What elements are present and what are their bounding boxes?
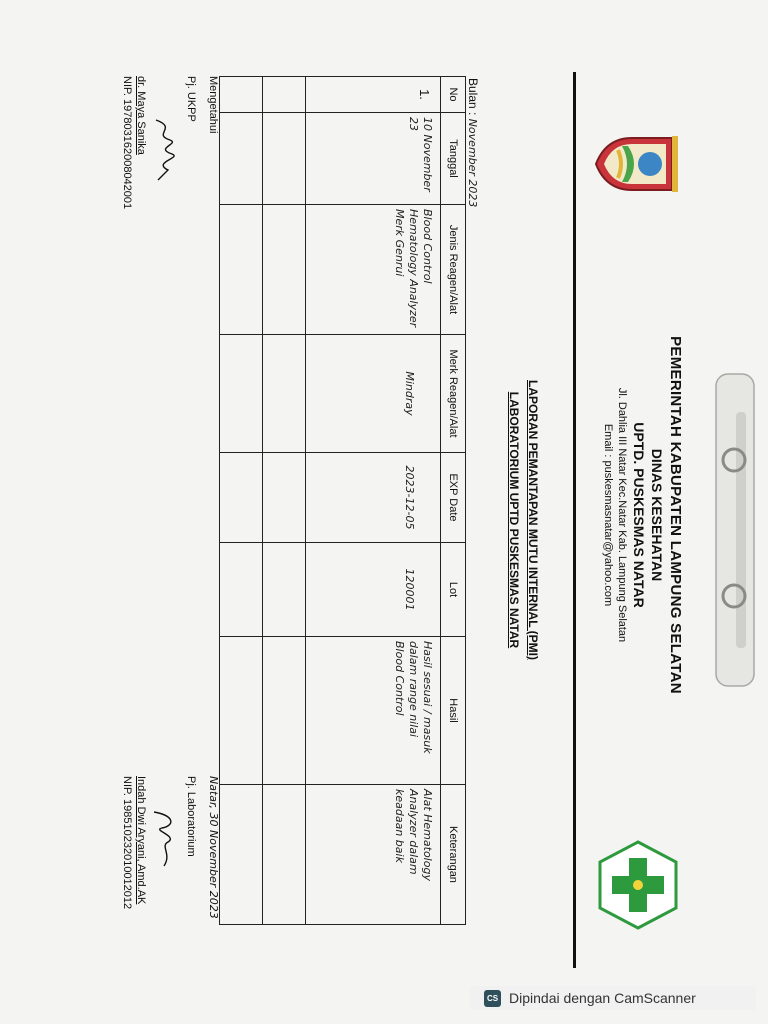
- table-row: [220, 77, 263, 925]
- col-header-lot: Lot: [441, 543, 466, 637]
- cell-empty: [220, 113, 263, 205]
- header-rule: [573, 72, 576, 968]
- cell-empty: [263, 335, 306, 453]
- cell-tanggal: [306, 113, 441, 205]
- cell-empty: [263, 453, 306, 543]
- cell-empty: [263, 543, 306, 637]
- col-header-keterangan: Keterangan: [441, 785, 466, 925]
- cell-exp: [306, 453, 441, 543]
- cell-no: 1.: [306, 77, 441, 113]
- cell-empty: [263, 77, 306, 113]
- regional-emblem-icon: [594, 132, 680, 196]
- sign-left-nip: NIP. 197803162008042001: [121, 76, 133, 210]
- sign-right-nip: NIP. 198510232010012012: [121, 776, 133, 910]
- cell-hasil: [306, 637, 441, 785]
- cell-empty: [263, 205, 306, 335]
- header-government: PEMERINTAH KABUPATEN LAMPUNG SELATAN: [667, 336, 684, 694]
- report-title: [507, 330, 540, 710]
- cell-hasil-line: Blood Control: [393, 641, 406, 716]
- cell-empty: [220, 205, 263, 335]
- cell-jenis-line: Hematology Analyzer: [407, 209, 420, 328]
- table-row: [306, 77, 441, 925]
- letterhead: [602, 300, 684, 730]
- sign-right-line2: Pj. Laboratorium: [185, 776, 197, 857]
- cell-hasil-line: Hasil sesuai / masuk: [421, 641, 434, 754]
- camscanner-watermark: [470, 986, 756, 1010]
- table-header-row: [441, 77, 466, 925]
- cell-keterangan-line: Alat Hematology: [421, 789, 434, 881]
- pmi-table: [219, 76, 466, 925]
- cell-exp-text: 2023-12-05: [403, 465, 416, 530]
- cell-empty: [220, 543, 263, 637]
- period-label: Bulan :: [466, 78, 480, 116]
- cell-empty: [263, 113, 306, 205]
- cell-empty: [220, 637, 263, 785]
- report-title-main: LAPORAN PEMANTAPAN MUTU INTERNAL (PMI): [526, 380, 540, 660]
- report-period: [466, 78, 480, 207]
- signature-right-icon: [148, 806, 182, 876]
- header-unit: UPTD. PUSKESMAS NATAR: [631, 422, 647, 608]
- cell-jenis-line: Merk Genrui: [393, 209, 406, 277]
- puskesmas-logo-icon: [598, 840, 678, 930]
- cell-empty: [263, 637, 306, 785]
- signature-left-icon: [148, 116, 182, 186]
- col-header-jenis: Jenis Reagen/Alat: [441, 205, 466, 335]
- cell-empty: [220, 77, 263, 113]
- camscanner-logo-icon: CS: [484, 990, 501, 1007]
- sign-right-date: Natar, 30 November 2023: [207, 776, 220, 919]
- col-header-tanggal: Tanggal: [441, 113, 466, 205]
- period-value: November 2023: [466, 118, 479, 208]
- cell-merk-text: Mindray: [403, 371, 416, 416]
- sign-right-name: Indah Dwi Aryani, Amd.AK: [135, 776, 147, 905]
- sign-left-line2: Pj. UKPP: [185, 76, 197, 122]
- cell-tanggal-text: 10 November 23: [407, 117, 434, 192]
- cell-empty: [263, 785, 306, 925]
- table-row: [263, 77, 306, 925]
- cell-jenis: [306, 205, 441, 335]
- header-email: Email : puskesmasnatar@yahoo.com: [602, 423, 614, 607]
- signature-block-left: [120, 76, 220, 209]
- cell-keterangan-line: keadaan baik: [393, 789, 406, 863]
- cell-empty: [220, 335, 263, 453]
- cell-lot-text: 120001: [403, 568, 416, 611]
- cell-hasil-line: dalam range nilai: [407, 641, 420, 738]
- cell-merk: [306, 335, 441, 453]
- report-title-sub: LABORATORIUM UPTD PUSKESMAS NATAR: [507, 391, 521, 649]
- cell-empty: [220, 453, 263, 543]
- sign-left-line1: Mengetahui: [207, 76, 219, 134]
- cell-keterangan-line: Analyzer dalam: [407, 789, 420, 875]
- cell-lot: [306, 543, 441, 637]
- cell-jenis-line: Blood Control: [421, 209, 434, 284]
- cell-keterangan: [306, 785, 441, 925]
- header-address: Jl. Dahlia III Natar Kec.Natar Kab. Lampung Selatan: [616, 387, 628, 643]
- header-department: DINAS KESEHATAN: [649, 448, 665, 582]
- camscanner-text: Dipindai dengan CamScanner: [509, 990, 696, 1006]
- cell-empty: [220, 785, 263, 925]
- col-header-exp: EXP Date: [441, 453, 466, 543]
- col-header-merk: Merk Reagen/Alat: [441, 335, 466, 453]
- col-header-hasil: Hasil: [441, 637, 466, 785]
- col-header-no: No: [441, 77, 466, 113]
- binder-clip-icon: [712, 372, 768, 688]
- sign-left-name: dr. Maya Sanika: [135, 76, 147, 155]
- signature-block-right: [120, 776, 220, 919]
